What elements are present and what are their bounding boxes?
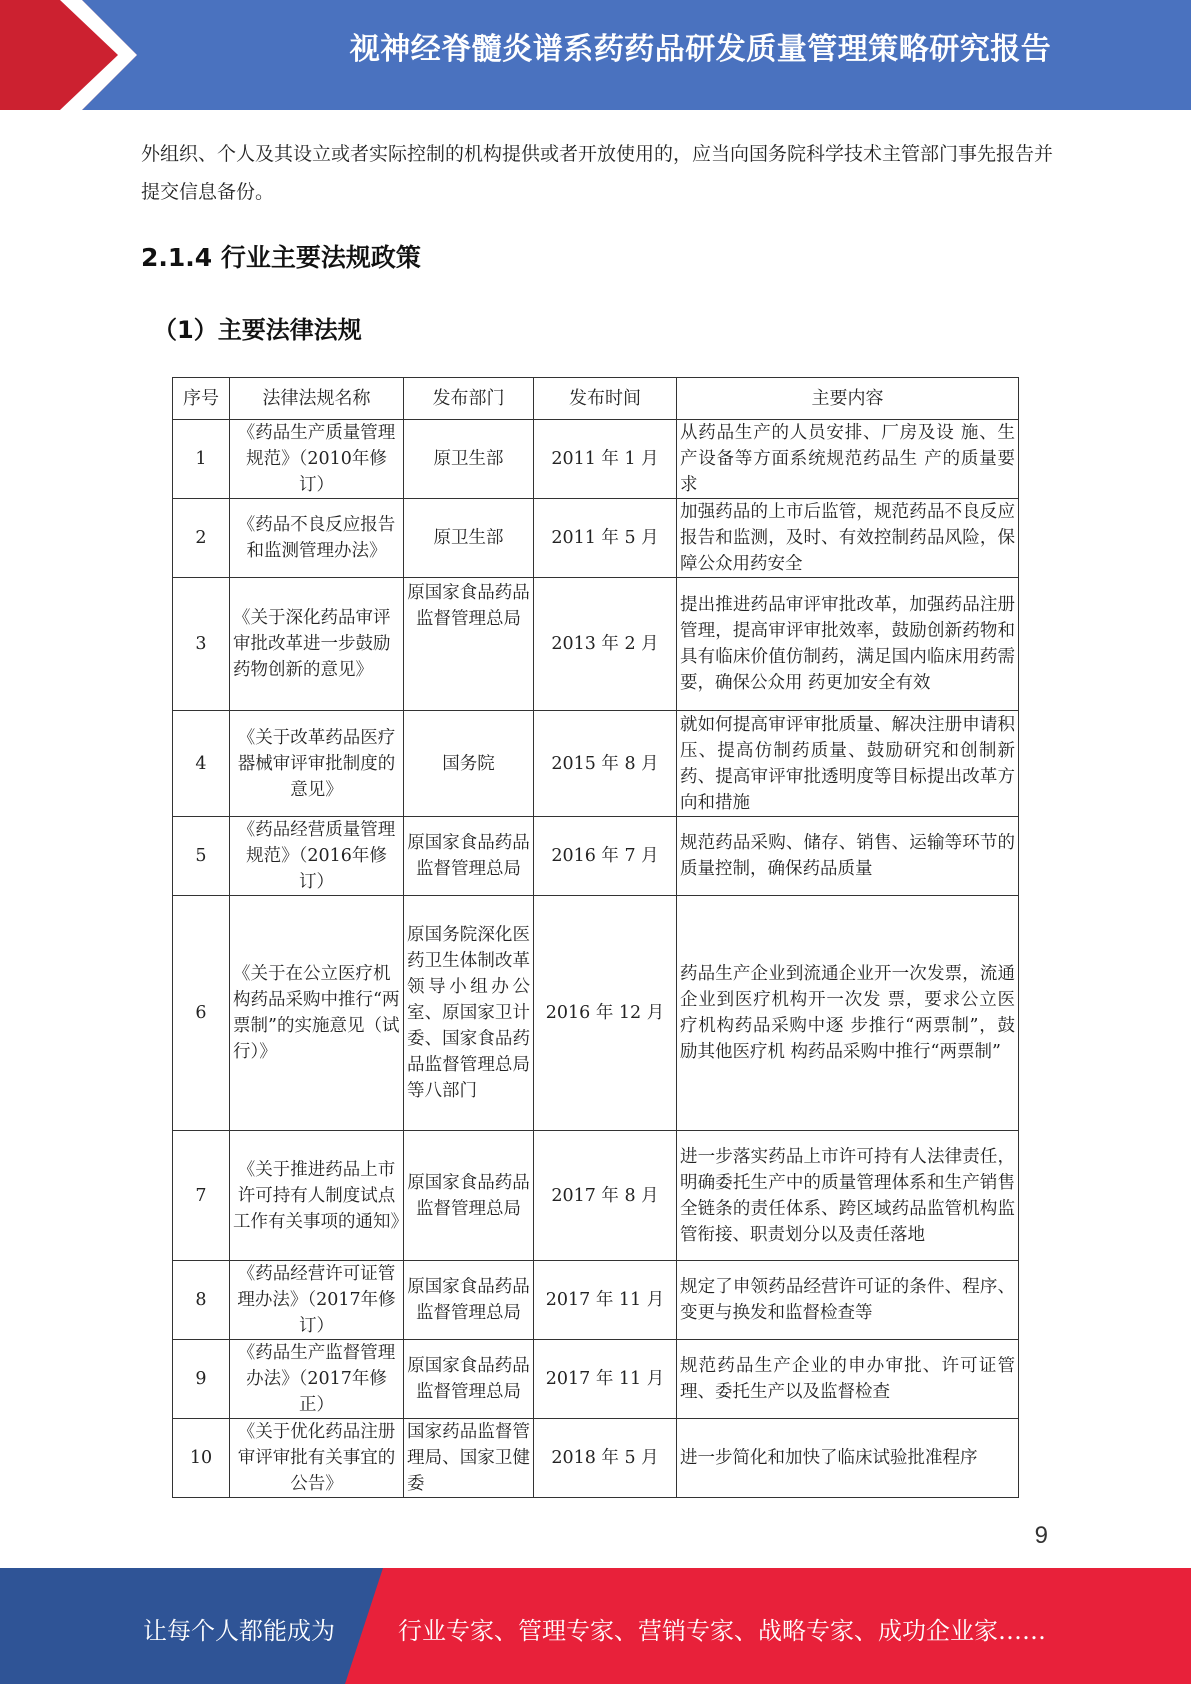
cell-date: 2016 年 7 月 bbox=[534, 817, 677, 896]
col-header-date: 发布时间 bbox=[534, 378, 677, 420]
cell-no: 6 bbox=[173, 896, 230, 1131]
cell-content: 进一步落实药品上市许可持有人法律责任，明确委托生产中的质量管理体系和生产销售全链条的责任体系、跨区域药品监管机构监管衔接、职责划分以及责任落地 bbox=[677, 1131, 1019, 1261]
cell-date: 2011 年 5 月 bbox=[534, 499, 677, 578]
cell-name: 《关于改革药品医疗器械审评审批制度的意见》 bbox=[230, 711, 404, 817]
page-number: 9 bbox=[1034, 1522, 1048, 1549]
cell-no: 8 bbox=[173, 1261, 230, 1340]
report-title: 视神经脊髓炎谱系药药品研发质量管理策略研究报告 bbox=[349, 32, 1052, 67]
regulations-table bbox=[172, 377, 1019, 1498]
col-header-no: 序号 bbox=[173, 378, 230, 420]
cell-content: 规范药品生产企业的申办审批、许可证管理、委托生产以及监督检查 bbox=[677, 1340, 1019, 1419]
intro-paragraph: 外组织、个人及其设立或者实际控制的机构提供或者开放使用的，应当向国务院科学技术主管部门事先报告并提交信息备份。 bbox=[141, 143, 1054, 203]
cell-name: 《药品生产监督管理办法》（2017年修正） bbox=[230, 1340, 404, 1419]
cell-name: 《关于深化药品审评审批改革进一步鼓励药物创新的意见》 bbox=[230, 578, 404, 711]
table-row bbox=[173, 420, 1019, 499]
cell-dept: 原国家食品药品监督管理总局 bbox=[404, 1131, 534, 1261]
table-row bbox=[173, 1131, 1019, 1261]
cell-content: 规范药品采购、储存、销售、运输等环节的质量控制，确保药品质量 bbox=[677, 817, 1019, 896]
cell-content: 加强药品的上市后监管，规范药品不良反应报告和监测，及时、有效控制药品风险，保障公众用药安全 bbox=[677, 499, 1019, 578]
table-row bbox=[173, 711, 1019, 817]
cell-name: 《药品经营许可证管理办法》（2017年修订） bbox=[230, 1261, 404, 1340]
table-row bbox=[173, 1340, 1019, 1419]
cell-date: 2018 年 5 月 bbox=[534, 1419, 677, 1498]
table-row bbox=[173, 896, 1019, 1131]
cell-no: 10 bbox=[173, 1419, 230, 1498]
table-row bbox=[173, 1261, 1019, 1340]
table-row bbox=[173, 499, 1019, 578]
cell-content: 进一步简化和加快了临床试验批准程序 bbox=[677, 1419, 1019, 1498]
cell-content: 提出推进药品审评审批改革，加强药品注册管理，提高审评审批效率，鼓励创新药物和具有临床价值仿制药，满足国内临床用药需要，确保公众用 药更加安全有效 bbox=[677, 578, 1019, 711]
cell-name: 《药品不良反应报告和监测管理办法》 bbox=[230, 499, 404, 578]
cell-name: 《药品经营质量管理规范》（2016年修订） bbox=[230, 817, 404, 896]
section-heading: 2.1.4 行业主要法规政策 bbox=[141, 243, 421, 272]
cell-no: 1 bbox=[173, 420, 230, 499]
cell-dept: 原国家食品药品监督管理总局 bbox=[404, 578, 534, 711]
cell-name: 《药品生产质量管理规范》（2010年修订） bbox=[230, 420, 404, 499]
cell-date: 2013 年 2 月 bbox=[534, 578, 677, 711]
header-bar bbox=[0, 0, 1191, 110]
footer-slogan-right: 行业专家、管理专家、营销专家、战略专家、成功企业家…… bbox=[398, 1617, 1046, 1645]
cell-date: 2017 年 11 月 bbox=[534, 1340, 677, 1419]
cell-date: 2011 年 1 月 bbox=[534, 420, 677, 499]
cell-dept: 原国家食品药品监督管理总局 bbox=[404, 817, 534, 896]
col-header-dept: 发布部门 bbox=[404, 378, 534, 420]
sub-heading: （1）主要法律法规 bbox=[153, 316, 362, 344]
cell-dept: 国务院 bbox=[404, 711, 534, 817]
table-header-row bbox=[173, 378, 1019, 420]
table-row bbox=[173, 817, 1019, 896]
cell-content: 药品生产企业到流通企业开一次发票，流通企业到医疗机构开一次发 票，要求公立医疗机构药品采购中逐 步推行“两票制”，鼓励其他医疗机 构药品采购中推行“两票制” bbox=[677, 896, 1019, 1131]
cell-no: 2 bbox=[173, 499, 230, 578]
cell-dept: 国家药品监督管理局、国家卫健委 bbox=[404, 1419, 534, 1498]
cell-date: 2017 年 11 月 bbox=[534, 1261, 677, 1340]
table-row bbox=[173, 578, 1019, 711]
cell-dept: 原国家食品药品监督管理总局 bbox=[404, 1261, 534, 1340]
cell-no: 9 bbox=[173, 1340, 230, 1419]
cell-content: 就如何提高审评审批质量、解决注册申请积压、提高仿制药质量、鼓励研究和创制新药、提高审评审批透明度等目标提出改革方向和措施 bbox=[677, 711, 1019, 817]
cell-content: 规定了申领药品经营许可证的条件、程序、变更与换发和监督检查等 bbox=[677, 1261, 1019, 1340]
cell-date: 2017 年 8 月 bbox=[534, 1131, 677, 1261]
cell-dept: 原卫生部 bbox=[404, 499, 534, 578]
cell-date: 2016 年 12 月 bbox=[534, 896, 677, 1131]
cell-date: 2015 年 8 月 bbox=[534, 711, 677, 817]
footer-slogan-left: 让每个人都能成为 bbox=[143, 1617, 335, 1645]
table-row bbox=[173, 1419, 1019, 1498]
col-header-content: 主要内容 bbox=[677, 378, 1019, 420]
cell-name: 《关于推进药品上市许可持有人制度试点工作有关事项的通知》 bbox=[230, 1131, 404, 1261]
cell-no: 4 bbox=[173, 711, 230, 817]
cell-no: 5 bbox=[173, 817, 230, 896]
header-arrow-decoration bbox=[0, 0, 160, 110]
cell-name: 《关于优化药品注册审评审批有关事宜的公告》 bbox=[230, 1419, 404, 1498]
col-header-name: 法律法规名称 bbox=[230, 378, 404, 420]
cell-no: 3 bbox=[173, 578, 230, 711]
cell-dept: 原国家食品药品监督管理总局 bbox=[404, 1340, 534, 1419]
cell-dept: 原国务院深化医药卫生体制改革领导小组办公室、原国家卫计委、国家食品药品监督管理总局等八部门 bbox=[404, 896, 534, 1131]
cell-name: 《关于在公立医疗机构药品采购中推行“两票制”的实施意见（试行）》 bbox=[230, 896, 404, 1131]
cell-content: 从药品生产的人员安排、厂房及设 施、生产设备等方面系统规范药品生 产的质量要求 bbox=[677, 420, 1019, 499]
cell-dept: 原卫生部 bbox=[404, 420, 534, 499]
cell-no: 7 bbox=[173, 1131, 230, 1261]
